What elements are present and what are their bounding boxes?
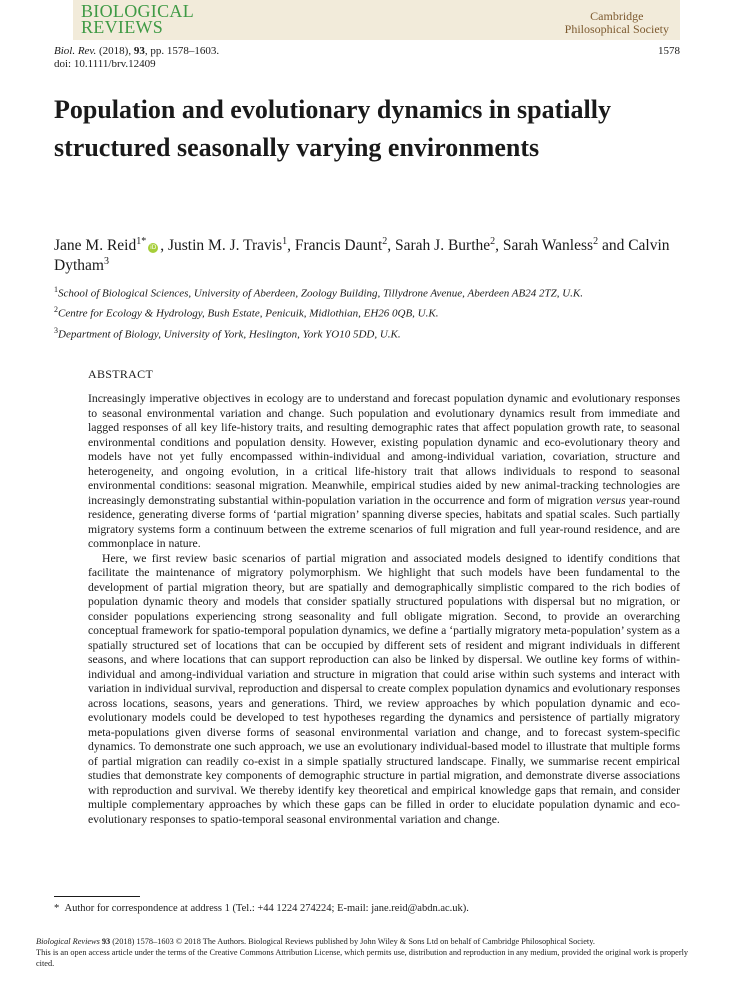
footnote-text: Author for correspondence at address 1 (Tel.: +44 1224 274224; E-mail: jane.reid@abdn.ac.uk). <box>64 903 469 914</box>
author-name: Sarah J. Burthe <box>395 237 491 254</box>
open-access-statement: This is an open access article under the terms of the Creative Commons Attribution License, which permits use, distribution and reproduction in any medium, provided the original work is properly cited. <box>36 948 689 968</box>
orcid-icon[interactable]: iD <box>150 244 157 251</box>
abstract-paragraph: Here, we first review basic scenarios of partial migration and associated models designed to identify conditions that facilitate the maintenance of migratory polymorphism. We highlight that such models have been fundamental to the development of partial migration theory, but are spatially and demographically simplistic compared to the rich bodies of population dynamic theory and models that consider spatially structured populations with dispersal but no migration, or consider populations experiencing strong seasonality and full obligate migration. Second, to provide an overarching conceptual framework for spatio-temporal population dynamics, we define a ‘partially migratory meta-population’ system as a spatially structured set of locations that can be occupied by different sets of resident and migrant individuals in different seasons, and where locations that can support reproduction can also be linked by dispersal. We outline key forms of within-individual and among-individual variation and structure in migration that could arise within such systems and interact with variation in individual survival, reproduction and dispersal to create complex population dynamics and evolutionary responses across locations, seasons, years and generations. Third, we review approaches by which population dynamic and eco-evolutionary models could be developed to test hypotheses regarding the dynamics and persistence of partially migratory meta-populations given diverse forms of seasonal environmental variation and change, and to forecast system-specific dynamics. To demonstrate one such approach, we use an evolutionary individual-based model to illustrate that multiple forms of partial migration can readily co-exist in a simple spatially structured landscape. Finally, we summarise recent empirical studies that demonstrate key components of demographic structure in partial migration, and demonstrate diverse associations with reproduction and survival. We thereby identify key theoretical and empirical knowledge gaps that remain, and consider multiple complementary approaches by which these gaps can be filled in order to elucidate population dynamic and eco-evolutionary responses to spatio-temporal seasonal environmental variation and change. <box>88 551 680 826</box>
author-affiliation-mark: 2 <box>490 235 496 247</box>
author-affiliation-mark: 3 <box>103 255 109 267</box>
copyright-line: Biological Reviews 93 (2018) 1578–1603 © 2018 The Authors. Biological Reviews published by John Wiley & Sons Ltd on behalf of Cambridge Philosophical Society. <box>36 937 595 946</box>
society-logo-line1: Cambridge <box>590 9 644 23</box>
society-logo-line2: Philosophical Society <box>564 22 669 36</box>
citation-line <box>54 45 219 58</box>
affiliation-list <box>54 282 694 343</box>
author-affiliation-mark: 1* <box>136 235 147 247</box>
journal-abbrev: Biol. Rev. <box>54 45 97 57</box>
author-affiliation-mark: 2 <box>382 235 388 247</box>
abstract-paragraph: Increasingly imperative objectives in ecology are to understand and forecast population dynamic and evolutionary responses to seasonal environmental variation and change. Such population and evolutionary dynamics result from immediate and lagged responses of all key life-history traits, and resulting demographic rates that affect population growth rate, to seasonal environmental conditions and population density. However, existing population dynamic and eco-evolutionary theory and models have not yet fully encompassed within-individual and among-individual variation, covariation, structure and heterogeneity, and ongoing evolution, in a critical life-history trait that allows individuals to respond to seasonal environmental conditions: seasonal migration. Meanwhile, empirical studies aided by new animal-tracking technologies are increasingly demonstrating substantial within-population variation in the occurrence and form of migration versus year-round residence, generating diverse forms of ‘partial migration’ spanning diverse species, habitats and spatial scales. Such partially migratory systems form a continuum between the extreme scenarios of full migration and full year-round residence, and are commonplace in nature. <box>88 392 680 550</box>
author-name: Sarah Wanless <box>502 237 594 254</box>
page-number: 1578 <box>658 45 680 57</box>
journal-logo <box>81 3 194 35</box>
society-logo <box>565 10 669 36</box>
author-name: Calvin Dytham <box>54 237 670 274</box>
author-name: Francis Daunt <box>294 237 383 254</box>
affiliation-item: $^3$Department of Biology, University of York, Heslington, York YO10 5DD, U.K. <box>54 325 401 341</box>
license-notice <box>36 936 696 969</box>
author-affiliation-mark: 1 <box>282 235 288 247</box>
author-affiliation-mark: 2 <box>593 235 599 247</box>
abstract-heading: ABSTRACT <box>88 367 154 381</box>
abstract-body <box>88 392 680 827</box>
citation <box>54 45 219 71</box>
correspondence-footnote <box>54 902 469 915</box>
author-name: Jane M. Reid <box>54 237 137 254</box>
citation-pages: , pp. 1578–1603. <box>144 45 220 57</box>
journal-logo-line1: BIOLOGICAL <box>81 1 194 21</box>
author-list: Jane M. Reid$^{1*}$iD , Justin M. J. Travis$^1$, Francis Daunt$^2$, Sarah J. Burthe$^2$, Sarah Wanless$^2$ and Calvin Dytham$^3$ <box>54 235 670 274</box>
citation-year: (2018), <box>99 45 132 57</box>
affiliation-item: $^1$School of Biological Sciences, University of Aberdeen, Zoology Building, Tillydrone Avenue, Aberdeen AB24 2TZ, U.K. <box>54 285 583 300</box>
affiliation-item: $^2$Centre for Ecology & Hydrology, Bush Estate, Penicuik, Midlothian, EH26 0QB, U.K. <box>54 305 439 320</box>
footnote-marker: * <box>54 903 60 914</box>
article-title: Population and evolutionary dynamics in spatially structured seasonally varying environments <box>54 95 611 162</box>
journal-logo-line2: REVIEWS <box>81 17 164 37</box>
author-name: Justin M. J. Travis <box>167 237 283 254</box>
citation-volume: 93 <box>133 45 145 57</box>
doi: doi: 10.1111/brv.12409 <box>54 58 156 70</box>
footnote-divider <box>54 896 140 897</box>
